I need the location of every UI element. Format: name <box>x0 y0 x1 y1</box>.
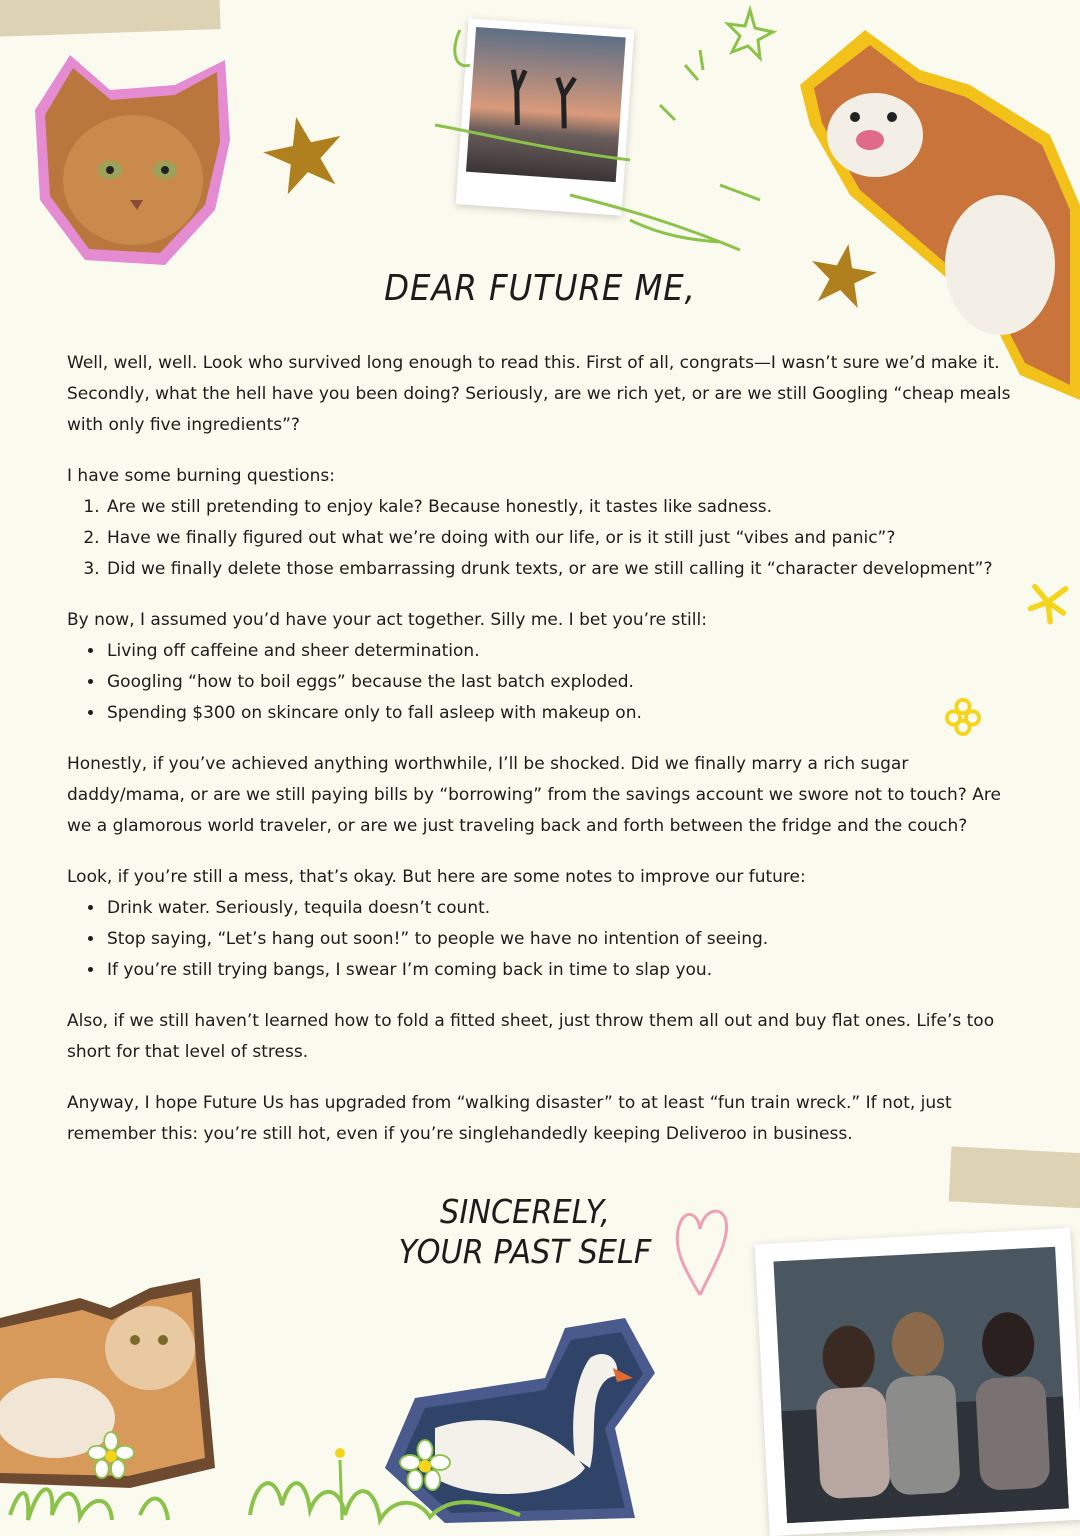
paragraph-sheets: Also, if we still haven’t learned how to fold a fitted sheet, just throw them all out and buy flat ones. Life’s too short for that level of stress. <box>67 1011 995 1062</box>
list-item: 3. Did we finally delete those embarrassing drunk texts, or are we still calling it “character development”? <box>105 554 1017 585</box>
flower-icon <box>944 696 982 736</box>
letter-title: DEAR FUTURE ME, <box>384 268 696 309</box>
list-item: 1. Are we still pretending to enjoy kale? Because honestly, it tastes like sadness. <box>105 492 1017 523</box>
still-intro: By now, I assumed you’d have your act together. Silly me. I bet you’re still: <box>67 610 707 630</box>
signoff <box>373 1192 677 1272</box>
notes-list <box>67 893 1017 986</box>
tape-strip-top-left <box>0 0 221 37</box>
heart-icon <box>672 1205 730 1300</box>
notes-intro: Look, if you’re still a mess, that’s okay. But here are some notes to improve our future: <box>67 867 806 887</box>
list-item: 2. Have we finally figured out what we’re doing with our life, or is it still just “vibes and panic”? <box>105 523 1017 554</box>
cat-sticker <box>25 50 240 275</box>
list-item: • Living off caffeine and sheer determination. <box>105 636 1017 667</box>
questions-list <box>67 492 1017 585</box>
grass-scribble <box>0 1425 560 1528</box>
paragraph-honestly: Honestly, if you’ve achieved anything worthwhile, I’ll be shocked. Did we finally marry a rich sugar daddy/mama, or are we still paying bills by “borrowing” from the savings account we swore not to touch? Are we a glamorous world traveler, or are we just traveling back and forth between the fridge and the couch? <box>67 754 1001 836</box>
list-item: • Spending $300 on skincare only to fall asleep with makeup on. <box>105 698 1017 729</box>
flower-icon <box>400 1440 450 1490</box>
star-icon <box>262 112 346 196</box>
paragraph-closing: Anyway, I hope Future Us has upgraded from “walking disaster” to at least “fun train wreck.” If not, just remember this: you’re still hot, even if you’re singlehandedly keeping Deliveroo in business. <box>67 1093 952 1144</box>
flower-icon <box>88 1432 134 1478</box>
signoff-line-2: YOUR PAST SELF <box>398 1232 652 1271</box>
flower-icon <box>1026 580 1070 624</box>
list-item: • Stop saying, “Let’s hang out soon!” to people we have no intention of seeing. <box>105 924 1017 955</box>
still-list <box>67 636 1017 729</box>
list-item: • Googling “how to boil eggs” because the last batch exploded. <box>105 667 1017 698</box>
signoff-line-1: SINCERELY, <box>440 1192 610 1231</box>
questions-intro: I have some burning questions: <box>67 466 335 486</box>
scribble-decoration <box>430 10 780 270</box>
list-item: • Drink water. Seriously, tequila doesn’t count. <box>105 893 1017 924</box>
letter-body <box>67 348 1017 1170</box>
polaroid-friends <box>755 1228 1080 1536</box>
paragraph-intro: Well, well, well. Look who survived long enough to read this. First of all, congrats—I wasn’t sure we’d make it. Secondly, what the hell have you been doing? Seriously, are we rich yet, or are we still Googling “cheap meals with only five ingredients”? <box>67 353 1011 435</box>
list-item: • If you’re still trying bangs, I swear I’m coming back in time to slap you. <box>105 955 1017 986</box>
